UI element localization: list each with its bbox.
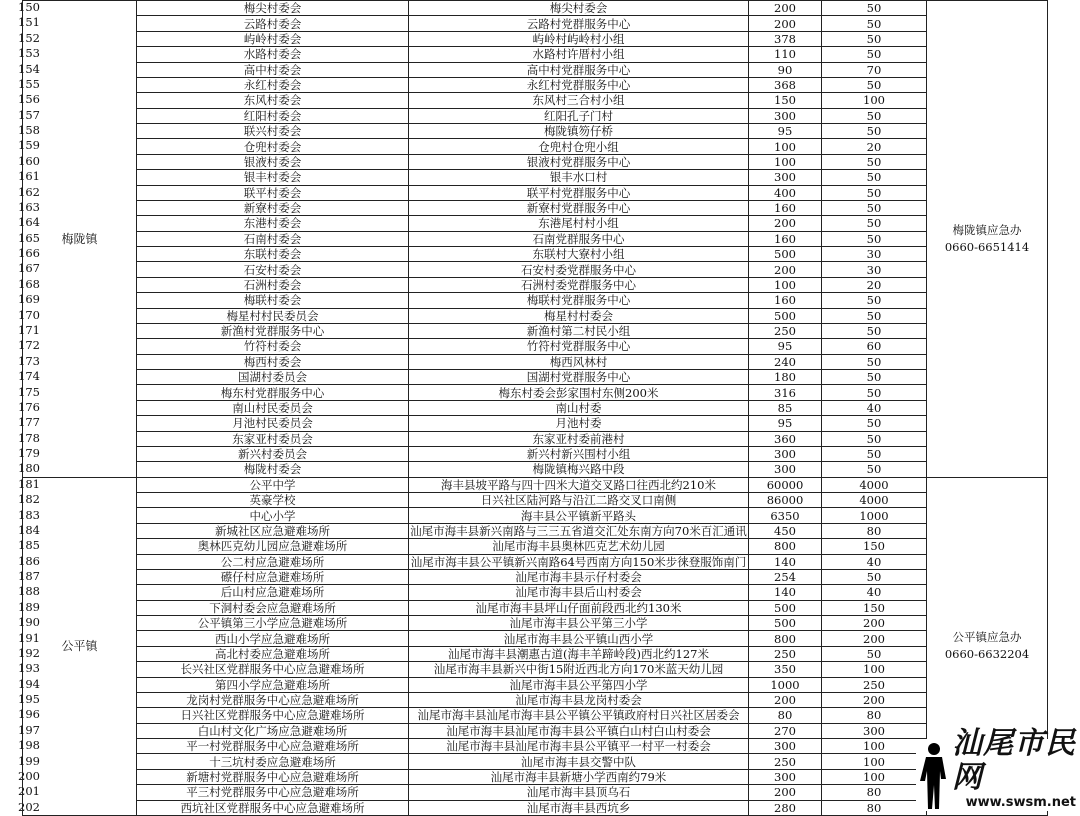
row-number: 178 <box>18 430 40 445</box>
shelter-name-cell: 银液村委会 <box>137 155 409 170</box>
shelter-address-cell: 汕尾市海丰县新兴南路与三三五省道交汇处东南方向70米百汇通讯 <box>409 524 749 539</box>
area-cell: 368 <box>749 78 822 93</box>
area-cell: 300 <box>749 739 822 754</box>
shelter-table <box>22 0 1048 816</box>
row-number: 165 <box>18 230 40 245</box>
area-cell: 95 <box>749 124 822 139</box>
row-number: 182 <box>18 492 40 507</box>
shelter-address-cell: 汕尾市海丰县公平第三小学 <box>409 616 749 631</box>
shelter-name-cell: 梅联村委会 <box>137 293 409 308</box>
shelter-address-cell: 汕尾市海丰县龙岗村委会 <box>409 693 749 708</box>
row-number: 194 <box>18 676 40 691</box>
area-cell: 140 <box>749 555 822 570</box>
capacity-cell: 100 <box>822 770 927 785</box>
shelter-name-cell: 永红村委会 <box>137 78 409 93</box>
area-cell: 95 <box>749 339 822 354</box>
shelter-address-cell: 东联村大寮村小组 <box>409 247 749 262</box>
shelter-name-cell: 南山村民委员会 <box>137 401 409 416</box>
shelter-name-cell: 东联村委会 <box>137 247 409 262</box>
area-cell: 85 <box>749 401 822 416</box>
area-cell: 500 <box>749 309 822 324</box>
row-number: 201 <box>18 784 40 799</box>
row-number: 158 <box>18 123 40 138</box>
row-number: 185 <box>18 538 40 553</box>
shelter-name-cell: 日兴社区党群服务中心应急避难场所 <box>137 708 409 723</box>
row-number: 187 <box>18 569 40 584</box>
town-cell: 梅陇镇 <box>23 1 137 478</box>
shelter-address-cell: 石安村委党群服务中心 <box>409 262 749 277</box>
capacity-cell: 20 <box>822 278 927 293</box>
shelter-name-cell: 中心小学 <box>137 508 409 523</box>
area-cell: 160 <box>749 201 822 216</box>
area-cell: 378 <box>749 32 822 47</box>
contact-office: 梅陇镇应急办 <box>952 222 1022 237</box>
shelter-address-cell: 石洲村委党群服务中心 <box>409 278 749 293</box>
row-number: 198 <box>18 738 40 753</box>
row-number: 161 <box>18 169 40 184</box>
shelter-name-cell: 高中村委会 <box>137 63 409 78</box>
row-number: 156 <box>18 92 40 107</box>
capacity-cell: 70 <box>822 63 927 78</box>
area-cell: 6350 <box>749 508 822 523</box>
area-cell: 100 <box>749 155 822 170</box>
watermark-url: www.swsm.net <box>965 795 1076 810</box>
row-number: 160 <box>18 153 40 168</box>
capacity-cell: 50 <box>822 309 927 324</box>
contact-office: 公平镇应急办 <box>952 630 1022 645</box>
row-number: 175 <box>18 384 40 399</box>
shelter-name-cell: 新兴村委员会 <box>137 447 409 462</box>
capacity-cell: 100 <box>822 662 927 677</box>
row-number: 162 <box>18 184 40 199</box>
shelter-address-cell: 银丰水口村 <box>409 170 749 185</box>
area-cell: 316 <box>749 385 822 400</box>
shelter-name-cell: 石洲村委会 <box>137 278 409 293</box>
row-number: 197 <box>18 722 40 737</box>
area-cell: 300 <box>749 447 822 462</box>
shelter-name-cell: 梅东村党群服务中心 <box>137 385 409 400</box>
shelter-address-cell: 梅西风林村 <box>409 355 749 370</box>
row-number: 189 <box>18 599 40 614</box>
shelter-address-cell: 日兴社区陆河路与沿江二路交叉口南侧 <box>409 493 749 508</box>
shelter-name-cell: 新寮村委会 <box>137 201 409 216</box>
capacity-cell: 1000 <box>822 508 927 523</box>
shelter-address-cell: 梅尖村委会 <box>409 1 749 16</box>
capacity-cell: 100 <box>822 739 927 754</box>
area-cell: 254 <box>749 570 822 585</box>
shelter-name-cell: 第四小学应急避难场所 <box>137 678 409 693</box>
area-cell: 500 <box>749 616 822 631</box>
shelter-address-cell: 南山村委 <box>409 401 749 416</box>
row-number: 154 <box>18 61 40 76</box>
shelter-address-cell: 新渔村第二村民小组 <box>409 324 749 339</box>
capacity-cell: 50 <box>822 124 927 139</box>
shelter-name-cell: 高北村委应急避难场所 <box>137 647 409 662</box>
shelter-address-cell: 高中村党群服务中心 <box>409 63 749 78</box>
capacity-cell: 50 <box>822 16 927 31</box>
row-number: 191 <box>18 630 40 645</box>
row-number: 200 <box>18 769 40 783</box>
shelter-name-cell: 公平中学 <box>137 478 409 493</box>
capacity-cell: 250 <box>822 678 927 693</box>
shelter-address-cell: 海丰县公平镇新平路头 <box>409 508 749 523</box>
shelter-name-cell: 云路村委会 <box>137 16 409 31</box>
area-cell: 240 <box>749 355 822 370</box>
area-cell: 450 <box>749 524 822 539</box>
shelter-name-cell: 国湖村委员会 <box>137 370 409 385</box>
capacity-cell: 40 <box>822 585 927 600</box>
shelter-name-cell: 竹符村委会 <box>137 339 409 354</box>
area-cell: 800 <box>749 539 822 554</box>
row-number: 184 <box>18 522 40 537</box>
watermark-brand: 汕尾市民网 <box>952 726 1076 795</box>
row-number: 152 <box>18 30 40 45</box>
shelter-name-cell: 石南村委会 <box>137 232 409 247</box>
shelter-address-cell: 汕尾市海丰县新兴中街15附近西北方向170米蓝天幼儿园 <box>409 662 749 677</box>
capacity-cell: 200 <box>822 616 927 631</box>
shelter-address-cell: 梅星村村委会 <box>409 309 749 324</box>
area-cell: 110 <box>749 47 822 62</box>
row-number: 170 <box>18 307 40 322</box>
capacity-cell: 50 <box>822 1 927 16</box>
row-number: 180 <box>18 461 40 476</box>
capacity-cell: 200 <box>822 631 927 646</box>
area-cell: 140 <box>749 585 822 600</box>
row-number: 169 <box>18 292 40 307</box>
shelter-address-cell: 汕尾市海丰县奥林匹克艺术幼儿园 <box>409 539 749 554</box>
capacity-cell: 50 <box>822 416 927 431</box>
shelter-name-cell: 梅西村委会 <box>137 355 409 370</box>
contact-phone: 0660-6651414 <box>944 239 1030 254</box>
shelter-name-cell: 水路村委会 <box>137 47 409 62</box>
capacity-cell: 40 <box>822 555 927 570</box>
shelter-name-cell: 奥林匹克幼儿园应急避难场所 <box>137 539 409 554</box>
shelter-name-cell: 石安村委会 <box>137 262 409 277</box>
area-cell: 360 <box>749 432 822 447</box>
capacity-cell: 60 <box>822 339 927 354</box>
area-cell: 150 <box>749 93 822 108</box>
capacity-cell: 150 <box>822 601 927 616</box>
shelter-name-cell: 龙岗村党群服务中心应急避难场所 <box>137 693 409 708</box>
shelter-name-cell: 东港村委会 <box>137 216 409 231</box>
capacity-cell: 20 <box>822 139 927 154</box>
contact-phone: 0660-6632204 <box>944 647 1030 662</box>
row-number: 199 <box>18 753 40 768</box>
shelter-address-cell: 银液村党群服务中心 <box>409 155 749 170</box>
shelter-name-cell: 白山村文化广场应急避难场所 <box>137 724 409 739</box>
shelter-name-cell: 东风村委会 <box>137 93 409 108</box>
shelter-address-cell: 汕尾市海丰县公平第四小学 <box>409 678 749 693</box>
capacity-cell: 50 <box>822 293 927 308</box>
row-number: 150 <box>18 0 40 14</box>
shelter-name-cell: 联平村委会 <box>137 186 409 201</box>
shelter-address-cell: 永红村党群服务中心 <box>409 78 749 93</box>
capacity-cell: 4000 <box>822 478 927 493</box>
capacity-cell: 30 <box>822 247 927 262</box>
shelter-address-cell: 汕尾市海丰县公平镇山西小学 <box>409 631 749 646</box>
capacity-cell: 300 <box>822 724 927 739</box>
shelter-address-cell: 梅陇镇笏仔桥 <box>409 124 749 139</box>
shelter-address-cell: 汕尾市海丰县坪山仔面前段西北约130米 <box>409 601 749 616</box>
capacity-cell: 50 <box>822 385 927 400</box>
row-number: 155 <box>18 76 40 91</box>
shelter-name-cell: 仓兜村委会 <box>137 139 409 154</box>
shelter-address-cell: 月池村委 <box>409 416 749 431</box>
row-number: 159 <box>18 138 40 153</box>
shelter-address-cell: 新寮村党群服务中心 <box>409 201 749 216</box>
row-number: 188 <box>18 584 40 599</box>
capacity-cell: 80 <box>822 524 927 539</box>
shelter-name-cell: 新城社区应急避难场所 <box>137 524 409 539</box>
capacity-cell: 50 <box>822 232 927 247</box>
capacity-cell: 50 <box>822 570 927 585</box>
capacity-cell: 50 <box>822 186 927 201</box>
silhouette-figure-icon <box>916 741 950 811</box>
row-number: 190 <box>18 615 40 630</box>
area-cell: 500 <box>749 601 822 616</box>
shelter-name-cell: 公平镇第三小学应急避难场所 <box>137 616 409 631</box>
row-number: 196 <box>18 707 40 722</box>
row-number: 195 <box>18 692 40 707</box>
shelter-address-cell: 梅联村党群服务中心 <box>409 293 749 308</box>
capacity-cell: 50 <box>822 432 927 447</box>
shelter-address-cell: 汕尾市海丰县汕尾市海丰县公平镇公平镇政府村日兴社区居委会 <box>409 708 749 723</box>
capacity-cell: 50 <box>822 170 927 185</box>
shelter-name-cell: 十三坑村委应急避难场所 <box>137 754 409 769</box>
shelter-name-cell: 西山小学应急避难场所 <box>137 631 409 646</box>
shelter-name-cell: 平一村党群服务中心应急避难场所 <box>137 739 409 754</box>
capacity-cell: 100 <box>822 93 927 108</box>
capacity-cell: 50 <box>822 324 927 339</box>
shelter-address-cell: 汕尾市海丰县后山村委会 <box>409 585 749 600</box>
area-cell: 200 <box>749 1 822 16</box>
area-cell: 300 <box>749 170 822 185</box>
shelter-address-cell: 屿岭村屿岭村小组 <box>409 32 749 47</box>
capacity-cell: 50 <box>822 78 927 93</box>
shelter-name-cell: 后山村应急避难场所 <box>137 585 409 600</box>
row-number: 166 <box>18 246 40 261</box>
shelter-name-cell: 红阳村委会 <box>137 109 409 124</box>
area-cell: 300 <box>749 770 822 785</box>
row-number: 179 <box>18 446 40 461</box>
shelter-address-cell: 梅东村委会彭家围村东侧200米 <box>409 385 749 400</box>
shelter-address-cell: 联平村党群服务中心 <box>409 186 749 201</box>
area-cell: 1000 <box>749 678 822 693</box>
area-cell: 200 <box>749 785 822 800</box>
row-number: 192 <box>18 645 40 660</box>
shelter-name-cell: 公二村应急避难场所 <box>137 555 409 570</box>
capacity-cell: 150 <box>822 539 927 554</box>
area-cell: 250 <box>749 647 822 662</box>
shelter-name-cell: 屿岭村委会 <box>137 32 409 47</box>
capacity-cell: 4000 <box>822 493 927 508</box>
shelter-address-cell: 汕尾市海丰县西坑乡 <box>409 801 749 816</box>
row-number: 181 <box>18 476 40 491</box>
shelter-name-cell: 梅陇村委会 <box>137 462 409 477</box>
shelter-address-cell: 汕尾市海丰县顶乌石 <box>409 785 749 800</box>
row-number: 151 <box>18 15 40 30</box>
area-cell: 350 <box>749 662 822 677</box>
shelter-address-cell: 梅陇镇梅兴路中段 <box>409 462 749 477</box>
shelter-address-cell: 汕尾市海丰县示仔村委会 <box>409 570 749 585</box>
shelter-name-cell: 英豪学校 <box>137 493 409 508</box>
shelter-address-cell: 国湖村党群服务中心 <box>409 370 749 385</box>
shelter-address-cell: 石南党群服务中心 <box>409 232 749 247</box>
area-cell: 800 <box>749 631 822 646</box>
shelter-address-cell: 竹符村党群服务中心 <box>409 339 749 354</box>
area-cell: 500 <box>749 247 822 262</box>
area-cell: 95 <box>749 416 822 431</box>
shelter-address-cell: 汕尾市海丰县潮惠古道(海丰羊蹄岭段)西北约127米 <box>409 647 749 662</box>
row-number: 177 <box>18 415 40 430</box>
shelter-name-cell: 礤仔村应急避难场所 <box>137 570 409 585</box>
capacity-cell: 200 <box>822 693 927 708</box>
shelter-address-cell: 东家亚村委前港村 <box>409 432 749 447</box>
capacity-cell: 50 <box>822 155 927 170</box>
row-number: 163 <box>18 199 40 214</box>
row-number: 153 <box>18 46 40 61</box>
shelter-address-cell: 东港尾村村小组 <box>409 216 749 231</box>
shelter-address-cell: 云路村党群服务中心 <box>409 16 749 31</box>
row-number: 157 <box>18 107 40 122</box>
shelter-name-cell: 联兴村委会 <box>137 124 409 139</box>
area-cell: 80 <box>749 708 822 723</box>
shelter-address-cell: 汕尾市海丰县公平镇新兴南路64号西南方向150米步徕登服饰南门 <box>409 555 749 570</box>
shelter-address-cell: 新兴村新兴围村小组 <box>409 447 749 462</box>
area-cell: 90 <box>749 63 822 78</box>
area-cell: 300 <box>749 109 822 124</box>
shelter-address-cell: 海丰县坡平路与四十四米大道交叉路口往西北约210米 <box>409 478 749 493</box>
shelter-name-cell: 新渔村党群服务中心 <box>137 324 409 339</box>
capacity-cell: 50 <box>822 47 927 62</box>
area-cell: 160 <box>749 293 822 308</box>
capacity-cell: 50 <box>822 109 927 124</box>
shelter-name-cell: 梅尖村委会 <box>137 1 409 16</box>
shelter-address-cell: 汕尾市海丰县新塘小学西南约79米 <box>409 770 749 785</box>
capacity-cell: 50 <box>822 370 927 385</box>
site-watermark <box>916 726 1076 811</box>
shelter-name-cell: 长兴社区党群服务中心应急避难场所 <box>137 662 409 677</box>
capacity-cell: 80 <box>822 785 927 800</box>
shelter-name-cell: 新塘村党群服务中心应急避难场所 <box>137 770 409 785</box>
area-cell: 250 <box>749 754 822 769</box>
row-number: 183 <box>18 507 40 522</box>
row-number: 202 <box>18 799 40 814</box>
capacity-cell: 80 <box>822 708 927 723</box>
row-number: 173 <box>18 353 40 368</box>
row-number: 186 <box>18 553 40 568</box>
shelter-name-cell: 银丰村委会 <box>137 170 409 185</box>
capacity-cell: 50 <box>822 647 927 662</box>
area-cell: 180 <box>749 370 822 385</box>
shelter-address-cell: 红阳孔子门村 <box>409 109 749 124</box>
row-number: 171 <box>18 322 40 337</box>
row-number: 167 <box>18 261 40 276</box>
area-cell: 200 <box>749 16 822 31</box>
capacity-cell: 50 <box>822 462 927 477</box>
area-cell: 200 <box>749 262 822 277</box>
capacity-cell: 40 <box>822 401 927 416</box>
row-number: 172 <box>18 338 40 353</box>
capacity-cell: 80 <box>822 801 927 816</box>
shelter-address-cell: 汕尾市海丰县汕尾市海丰县公平镇平一村平一村委会 <box>409 739 749 754</box>
row-number: 164 <box>18 215 40 230</box>
shelter-address-cell: 汕尾市海丰县交警中队 <box>409 754 749 769</box>
shelter-name-cell: 东家亚村委员会 <box>137 432 409 447</box>
row-number: 176 <box>18 399 40 414</box>
capacity-cell: 50 <box>822 216 927 231</box>
shelter-name-cell: 平三村党群服务中心应急避难场所 <box>137 785 409 800</box>
capacity-cell: 50 <box>822 447 927 462</box>
shelter-name-cell: 月池村民委员会 <box>137 416 409 431</box>
area-cell: 280 <box>749 801 822 816</box>
shelter-name-cell: 西坑社区党群服务中心应急避难场所 <box>137 801 409 816</box>
shelter-name-cell: 梅星村村民委员会 <box>137 309 409 324</box>
shelter-address-cell: 仓兜村仓兜小组 <box>409 139 749 154</box>
area-cell: 60000 <box>749 478 822 493</box>
shelter-address-cell: 水路村许厝村小组 <box>409 47 749 62</box>
area-cell: 160 <box>749 232 822 247</box>
contact-cell <box>927 1 1048 478</box>
capacity-cell: 30 <box>822 262 927 277</box>
area-cell: 200 <box>749 693 822 708</box>
shelter-address-cell: 汕尾市海丰县汕尾市海丰县公平镇白山村白山村委会 <box>409 724 749 739</box>
capacity-cell: 50 <box>822 355 927 370</box>
shelter-name-cell: 下洞村委会应急避难场所 <box>137 601 409 616</box>
capacity-cell: 100 <box>822 754 927 769</box>
capacity-cell: 50 <box>822 32 927 47</box>
row-number: 193 <box>18 661 40 676</box>
area-cell: 100 <box>749 278 822 293</box>
row-number: 168 <box>18 276 40 291</box>
area-cell: 250 <box>749 324 822 339</box>
town-cell: 公平镇 <box>23 478 137 816</box>
area-cell: 86000 <box>749 493 822 508</box>
capacity-cell: 50 <box>822 201 927 216</box>
area-cell: 270 <box>749 724 822 739</box>
row-number: 174 <box>18 369 40 384</box>
area-cell: 200 <box>749 216 822 231</box>
area-cell: 300 <box>749 462 822 477</box>
shelter-address-cell: 东风村三合村小组 <box>409 93 749 108</box>
area-cell: 100 <box>749 139 822 154</box>
area-cell: 400 <box>749 186 822 201</box>
